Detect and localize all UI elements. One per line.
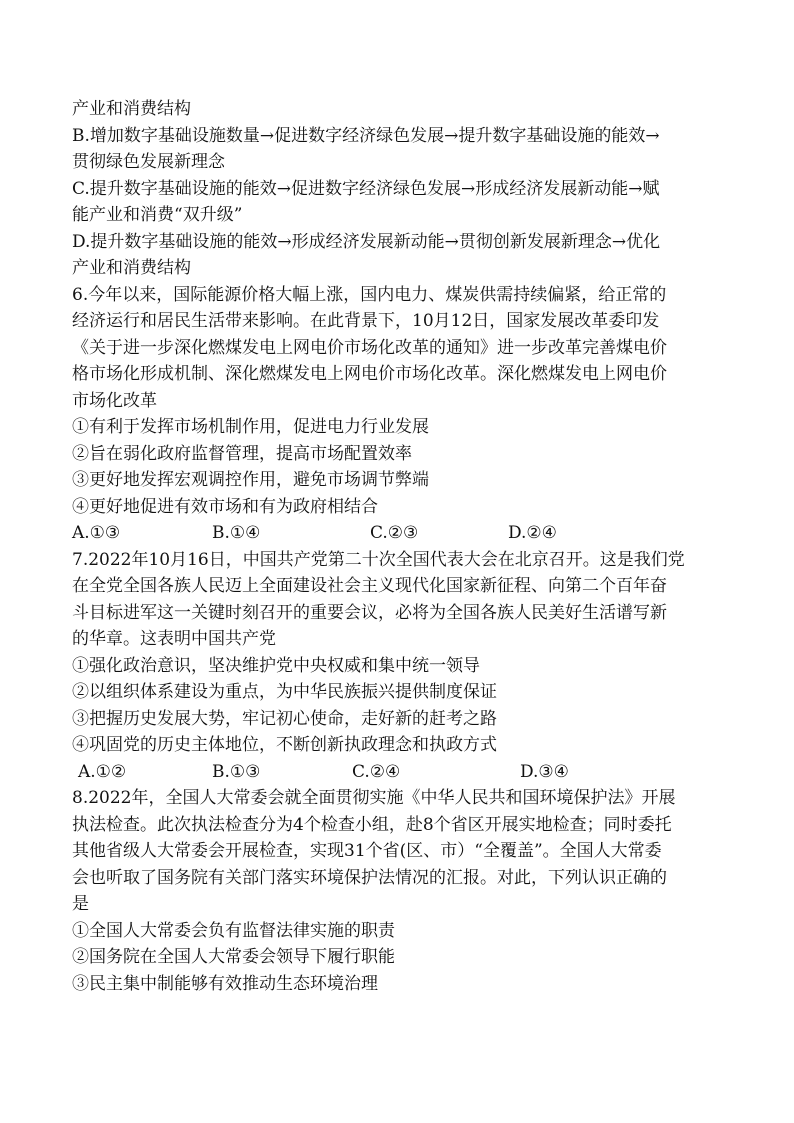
q6-stem-line2: 经济运行和居民生活带来影响。在此背景下，10月12日，国家发展改革委印发 [72, 311, 660, 331]
q7-option-a: A.①② [78, 761, 127, 782]
q6-stem-line5: 市场化改革 [72, 390, 157, 411]
q7-item-1: ①强化政治意识，坚决维护党中央权威和集中统一领导 [72, 655, 480, 676]
exam-content [72, 96, 722, 997]
q6-stem-line4: 格市场化形成机制、深化燃煤发电上网电价市场化改革。深化燃煤发电上网电价 [72, 364, 667, 384]
q6-options [72, 520, 722, 547]
q7-options [72, 759, 722, 786]
q8-stem-line3: 其他省级人大常委会开展检查，实现31个省(区、市）“全覆盖”。全国人大常委 [72, 841, 662, 861]
q6-item-1: ①有利于发挥市场机制作用，促进电力行业发展 [72, 417, 429, 437]
q7-stem-line1: 7.2022年10月16日，中国共产党第二十次全国代表大会在北京召开。这是我们党 [72, 549, 685, 570]
q7-item-3: ③把握历史发展大势，牢记初心使命，走好新的赶考之路 [72, 708, 497, 729]
q5-option-d-line2: 产业和消费结构 [72, 258, 191, 278]
q8-stem-line4: 会也听取了国务院有关部门落实环境保护法情况的汇报。对此，下列认识正确的 [72, 867, 667, 888]
q8-stem-line2: 执法检查。此次执法检查分为4个检查小组，赴8个省区开展实地检查；同时委托 [72, 814, 672, 835]
q6-option-a: A.①③ [72, 523, 121, 543]
q7-item-4: ④巩固党的历史主体地位，不断创新执政理念和执政方式 [72, 735, 497, 755]
q5-option-b-line2: 贯彻绿色发展新理念 [72, 152, 225, 172]
q8-item-1: ①全国人大常委会负有监督法律实施的职责 [72, 920, 395, 941]
q7-stem-line3: 斗目标进军这一关键时刻召开的重要会议，必将为全国各族人民美好生活谱写新 [72, 602, 667, 623]
q7-option-b: B.①③ [212, 761, 261, 782]
q5-option-c-line1: C.提升数字基础设施的能效→促进数字经济绿色发展→形成经济发展新动能→赋 [72, 178, 660, 199]
q6-stem-line3: 《关于进一步深化燃煤发电上网电价市场化改革的通知》进一步改革完善煤电价 [72, 337, 667, 358]
q7-stem-line4: 的华章。这表明中国共产党 [72, 629, 276, 649]
q7-option-d: D.③④ [520, 761, 569, 782]
q5-continuation-line: 产业和消费结构 [72, 99, 191, 119]
q6-option-c: C.②③ [370, 523, 419, 543]
q6-item-4: ④更好地促进有效市场和有为政府相结合 [72, 496, 378, 517]
q7-option-c: C.②④ [352, 761, 401, 782]
q7-item-2: ②以组织体系建设为重点，为中华民族振兴提供制度保证 [72, 682, 497, 702]
q8-item-2: ②国务院在全国人大常委会领导下履行职能 [72, 947, 395, 967]
q5-option-b-line1: B.增加数字基础设施数量→促进数字经济绿色发展→提升数字基础设施的能效→ [72, 125, 660, 146]
q6-option-b: B.①④ [212, 523, 261, 543]
q5-option-d-line1: D.提升数字基础设施的能效→形成经济发展新动能→贯彻创新发展新理念→优化 [72, 231, 661, 252]
q6-item-3: ③更好地发挥宏观调控作用，避免市场调节弊端 [72, 470, 429, 490]
q7-stem-line2: 在全党全国各族人民迈上全面建设社会主义现代化国家新征程、向第二个百年奋 [72, 576, 667, 596]
q6-item-2: ②旨在弱化政府监督管理，提高市场配置效率 [72, 443, 412, 464]
q6-stem-line1: 6.今年以来，国际能源价格大幅上涨，国内电力、煤炭供需持续偏紧，给正常的 [72, 284, 667, 305]
q5-option-c-line2: 能产业和消费“双升级” [72, 205, 243, 225]
q8-stem-line1: 8.2022年，全国人大常委会就全面贯彻实施《中华人民共和国环境保护法》开展 [72, 788, 676, 808]
q8-stem-line5: 是 [72, 894, 89, 914]
q8-item-3: ③民主集中制能够有效推动生态环境治理 [72, 973, 378, 994]
q6-option-d: D.②④ [508, 523, 557, 543]
